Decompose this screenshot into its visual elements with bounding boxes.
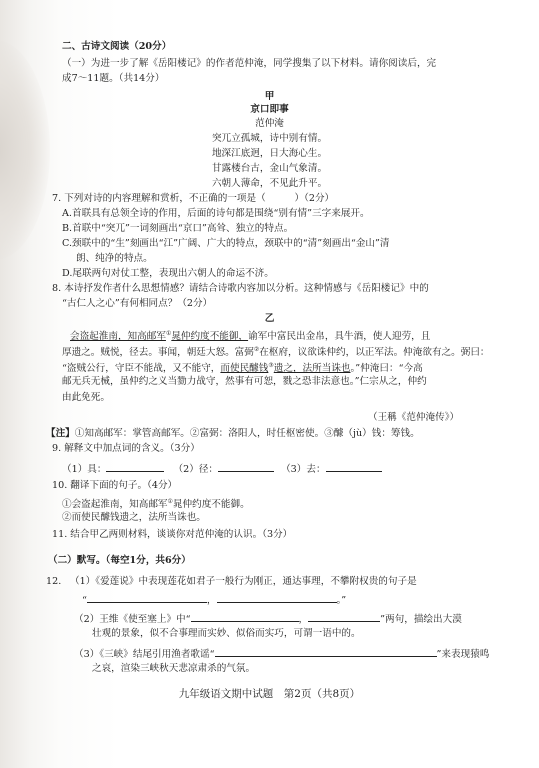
q12-item-2-prefix: （2）王维《使至塞上》中“ bbox=[74, 614, 191, 625]
q12-item-1-blank-2[interactable] bbox=[217, 592, 337, 603]
prose-line-3-part-b: 而使民醵钱 bbox=[220, 363, 269, 375]
q10-note-ref: ① bbox=[167, 498, 173, 505]
q12-item-2-suffix: ”两句，描绘出大漠 bbox=[380, 614, 462, 625]
prose-line-2-part-a: 厚遗之。贼悦，径去。事闻，朝廷大怒。富弼 bbox=[62, 347, 254, 359]
q12-item-2-line2: 壮观的景象，似不合事理而实妙、似俗而实巧，可谓一语中的。 bbox=[92, 628, 361, 639]
prose-line-3-part-c: 遗之，法所当诛也 bbox=[273, 363, 351, 375]
prose-line-3-part-a: “盗贼公行，守臣不能战，又不能守， bbox=[62, 363, 221, 375]
q10-sentence-2: ②而使民醵钱遗之，法所当诛也。 bbox=[62, 512, 206, 523]
q9-item-1-label: （1）具： bbox=[62, 464, 107, 475]
q8-stem-line1: 8. 本诗抒发作者什么思想情感？请结合诗歌内容加以分析。这种情感与《岳阳楼记》中的 bbox=[52, 283, 429, 294]
prose-line-1-part-b: 晁仲约度不能御， bbox=[171, 331, 249, 343]
prose-line-3-part-d: 。”仲淹曰：“今高 bbox=[350, 363, 423, 375]
poem-line-3: 甘露楼台古，金山气象清。 bbox=[211, 163, 328, 174]
q12-item-3-blank[interactable] bbox=[215, 646, 437, 657]
q12-item-2-blank-2[interactable] bbox=[308, 611, 380, 622]
part1-intro-line1: （一）为进一步了解《岳阳楼记》的作者范仲淹，同学搜集了以下材料。请你阅读后，完 bbox=[62, 58, 437, 69]
part1-intro-line2: 成7～11题。（共14分） bbox=[62, 73, 165, 84]
material-jia-label: 甲 bbox=[264, 91, 275, 102]
q9-item-2-label: （2）径： bbox=[173, 464, 219, 475]
q12-item-2-line1 bbox=[74, 611, 462, 626]
q12-item-1-close-quote: 。” bbox=[336, 595, 347, 606]
prose-line-1 bbox=[70, 328, 430, 343]
q9-item-3-label: （3）去： bbox=[281, 464, 326, 475]
poem-title: 京口即事 bbox=[250, 104, 289, 115]
page-footer: 九年级语文期中试题 第2页（共8页） bbox=[178, 688, 361, 700]
q12-item-1-line2 bbox=[82, 592, 346, 607]
q9-items bbox=[62, 461, 382, 476]
prose-line-1-part-a: 会盗起淮南，知高邮军 bbox=[70, 331, 166, 343]
q10-sentence-1-part-b: 晁仲约度不能御。 bbox=[172, 499, 250, 511]
poem-line-1: 突兀立孤城，诗中别有情。 bbox=[211, 133, 328, 144]
q12-item-3-suffix: ”来表现猿鸣 bbox=[436, 649, 490, 660]
q12-item-3-line2: 之哀，渲染三峡秋天悲凉肃杀的气氛。 bbox=[92, 663, 256, 674]
prose-line-5: 由此免死。 bbox=[62, 392, 110, 403]
q11-stem: 11. 结合甲乙两则材料，谈谈你对范仲淹的认识。（3分） bbox=[52, 529, 293, 540]
prose-source: （王稱《范仲淹传》） bbox=[368, 412, 460, 423]
annotation-text: ①知高邮军：掌管高邮军。②富弼：洛阳人，时任枢密使。③醵（jù）钱：筹钱。 bbox=[74, 428, 420, 439]
q12-item-1-open-quote: “ bbox=[82, 595, 87, 606]
q9-answer-3-blank[interactable] bbox=[326, 461, 382, 472]
q7-option-a: A.首联具有总领全诗的作用，后面的诗句都是围绕“别有情”三字来展开。 bbox=[62, 208, 370, 219]
q7-stem: 7. 下列对诗的内容理解和赏析，不正确的一项是（ ）（2分） bbox=[52, 193, 335, 204]
q10-sentence-1-part-a: ①会盗起淮南，知高邮军 bbox=[62, 499, 168, 511]
q12-item-1-line1: （1）《爱莲说》中表现莲花如君子一般行为刚正，通达事理，不攀附权贵的句子是 bbox=[70, 576, 417, 587]
q12-item-3-prefix: （3）《三峡》结尾引用渔者歌谣“ bbox=[74, 649, 215, 660]
annotation bbox=[46, 428, 420, 440]
prose-line-1-part-c: 谕军中富民出金帛，具牛酒，使人迎劳，且 bbox=[248, 331, 431, 343]
section-title-classical-poetry: 二、古诗文阅读（20分） bbox=[62, 41, 172, 52]
prose-line-2 bbox=[62, 344, 490, 359]
q10-stem: 10. 翻译下面的句子。（4分） bbox=[52, 480, 178, 491]
poem-line-4: 六朝人薄命，不见此升平。 bbox=[211, 178, 328, 189]
note-ref-3: ③ bbox=[268, 362, 274, 369]
q12-item-1-blank-1[interactable] bbox=[87, 592, 207, 603]
poem-line-2: 地深江底迥，日大海心生。 bbox=[211, 148, 328, 159]
note-ref-1: ① bbox=[165, 330, 172, 337]
q7-option-c-line2: 朗、纯净的特点。 bbox=[76, 253, 153, 264]
q9-answer-1-blank[interactable] bbox=[106, 461, 164, 472]
q12-item-2-comma: ， bbox=[298, 614, 309, 625]
q12-item-2-blank-1[interactable] bbox=[191, 611, 299, 622]
poem-author: 范仲淹 bbox=[255, 118, 284, 129]
material-yi-label: 乙 bbox=[264, 313, 275, 324]
q12-number: 12. bbox=[46, 576, 62, 587]
q7-option-c-line1: C.颈联中的“生”刻画出“江”广阔、广大的特点，颈联中的“清”刻画出“金山”清 bbox=[62, 238, 390, 249]
q12-item-3-line1 bbox=[74, 646, 489, 661]
section-title-dictation: （二）默写。（每空1分，共6分） bbox=[48, 555, 191, 566]
q7-option-d: D.尾联两句对仗工整，表现出六朝人的命运不济。 bbox=[62, 268, 274, 279]
prose-line-2-part-b: 在枢府，议欲诛仲约，以正军法。仲淹欲有之。弼曰： bbox=[259, 347, 490, 359]
q7-option-b: B.首联中“突兀”一词刻画出“京口”高耸、独立的特点。 bbox=[62, 223, 294, 234]
annotation-label: 【注】 bbox=[46, 428, 75, 439]
q9-stem: 9. 解释文中加点词的含义。（3分） bbox=[52, 443, 200, 454]
prose-line-4: 邮无兵无械，虽仲约之义当勠力战守，然事有可恕，戮之恐非法意也。”仁宗从之，仲约 bbox=[62, 376, 427, 387]
q10-sentence-1 bbox=[62, 496, 250, 511]
q9-answer-2-blank[interactable] bbox=[218, 461, 274, 472]
prose-line-3 bbox=[62, 360, 423, 375]
q12-item-1-comma: ， bbox=[206, 595, 217, 606]
note-ref-2: ② bbox=[253, 346, 260, 353]
q8-stem-line2: “古仁人之心”有何相同点？（2分） bbox=[62, 298, 213, 309]
